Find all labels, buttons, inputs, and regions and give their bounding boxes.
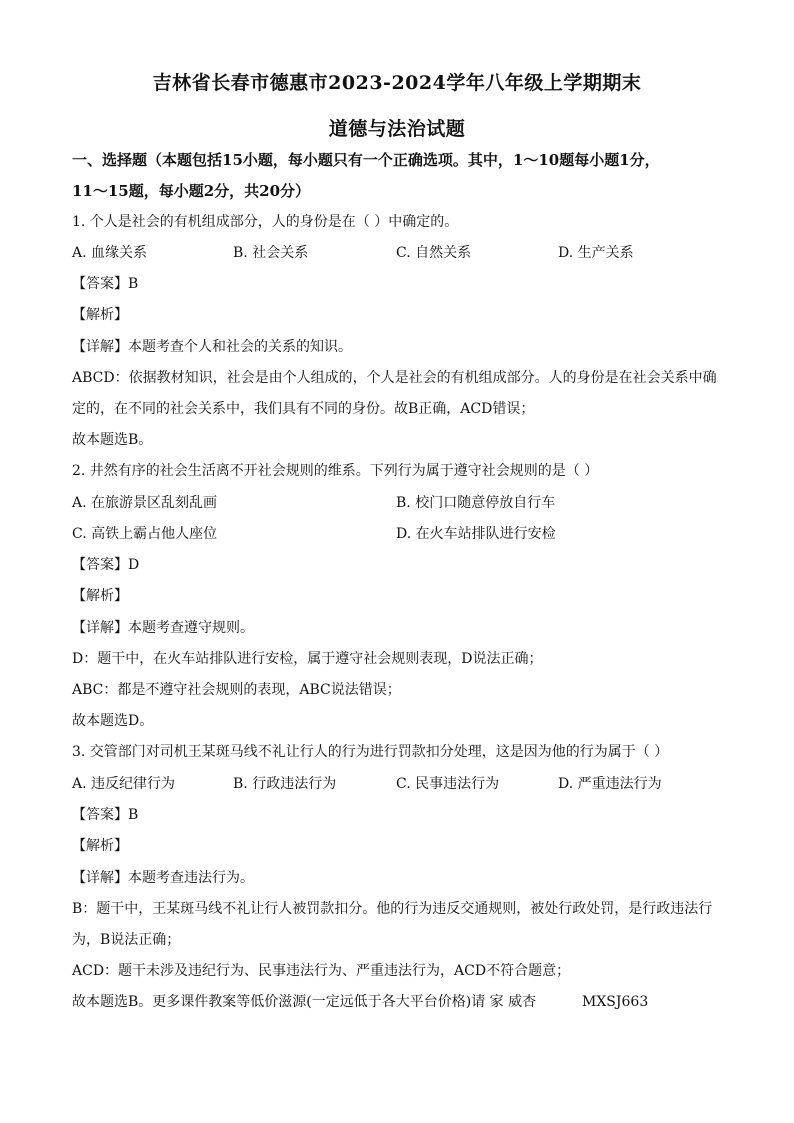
q3-analysis-label: 【解析】	[72, 838, 128, 854]
q3-stem: 3. 交管部门对司机王某斑马线不礼让行人的行为进行罚款扣分处理，这是因为他的行为属于（ ）	[72, 744, 669, 760]
q1-option-d: D. 生产关系	[558, 245, 634, 261]
watermark-code: MXSJ663	[582, 994, 649, 1010]
q1-option-a: A. 血缘关系	[72, 245, 148, 261]
exam-subject-title: 道德与法治试题	[328, 118, 466, 140]
q3-option-a: A. 违反纪律行为	[72, 776, 176, 792]
q3-option-c: C. 民事违法行为	[396, 776, 500, 792]
q3-conclusion: 故本题选B。更多课件教案等低价滋源(一定远低于各大平台价格)请 家 威杏	[72, 994, 537, 1010]
q2-answer: 【答案】D	[72, 557, 140, 573]
q3-explanation-line3: ACD：题干未涉及违纪行为、民事违法行为、严重违法行为，ACD不符合题意；	[72, 963, 571, 979]
q3-option-b: B. 行政违法行为	[233, 776, 337, 792]
q3-explanation-line1: B：题干中，王某斑马线不礼让行人被罚款扣分。他的行为违反交通规则，被处行政处罚，是行政违法行	[72, 901, 713, 917]
q2-stem: 2. 井然有序的社会生活离不开社会规则的维系。下列行为属于遵守社会规则的是（ ）	[72, 463, 599, 479]
q2-option-d: D. 在火车站排队进行安检	[396, 526, 556, 542]
q1-option-b: B. 社会关系	[233, 245, 309, 261]
q1-option-c: C. 自然关系	[396, 245, 472, 261]
section-heading: 一、选择题（本题包括15小题，每小题只有一个正确选项。其中，1～10题每小题1分，	[72, 151, 660, 169]
q1-explanation-line1: ABCD：依据教材知识，社会是由个人组成的，个人是社会的有机组成部分。人的身份是在社会关系中确	[72, 370, 717, 386]
q2-detail: 【详解】本题考查遵守规则。	[72, 620, 254, 636]
q1-analysis-label: 【解析】	[72, 307, 128, 323]
q2-conclusion: 故本题选D。	[72, 713, 154, 729]
q2-option-c: C. 高铁上霸占他人座位	[72, 526, 218, 542]
q2-option-a: A. 在旅游景区乱刻乱画	[72, 495, 218, 511]
q2-option-b: B. 校门口随意停放自行车	[396, 495, 556, 511]
q3-detail: 【详解】本题考查违法行为。	[72, 870, 254, 886]
q1-conclusion: 故本题选B。	[72, 432, 153, 448]
q3-explanation-line2: 为，B说法正确；	[72, 932, 181, 948]
q3-answer: 【答案】B	[72, 807, 139, 823]
q2-analysis-label: 【解析】	[72, 588, 128, 604]
q1-stem: 1. 个人是社会的有机组成部分，人的身份是在（ ）中确定的。	[72, 214, 459, 230]
exam-title: 吉林省长春市德惠市2023-2024学年八年级上学期期末	[152, 72, 642, 94]
section-heading-cont: 11～15题，每小题2分，共20分）	[72, 182, 311, 200]
q2-explanation-line2: ABC：都是不遵守社会规则的表现，ABC说法错误；	[72, 682, 401, 698]
q1-answer: 【答案】B	[72, 276, 139, 292]
q2-explanation-line1: D：题干中，在火车站排队进行安检，属于遵守社会规则表现，D说法正确；	[72, 651, 543, 667]
q1-detail: 【详解】本题考查个人和社会的关系的知识。	[72, 339, 352, 355]
q1-explanation-line2: 定的，在不同的社会关系中，我们具有不同的身份。故B正确，ACD错误；	[72, 401, 535, 417]
q3-option-d: D. 严重违法行为	[558, 776, 662, 792]
